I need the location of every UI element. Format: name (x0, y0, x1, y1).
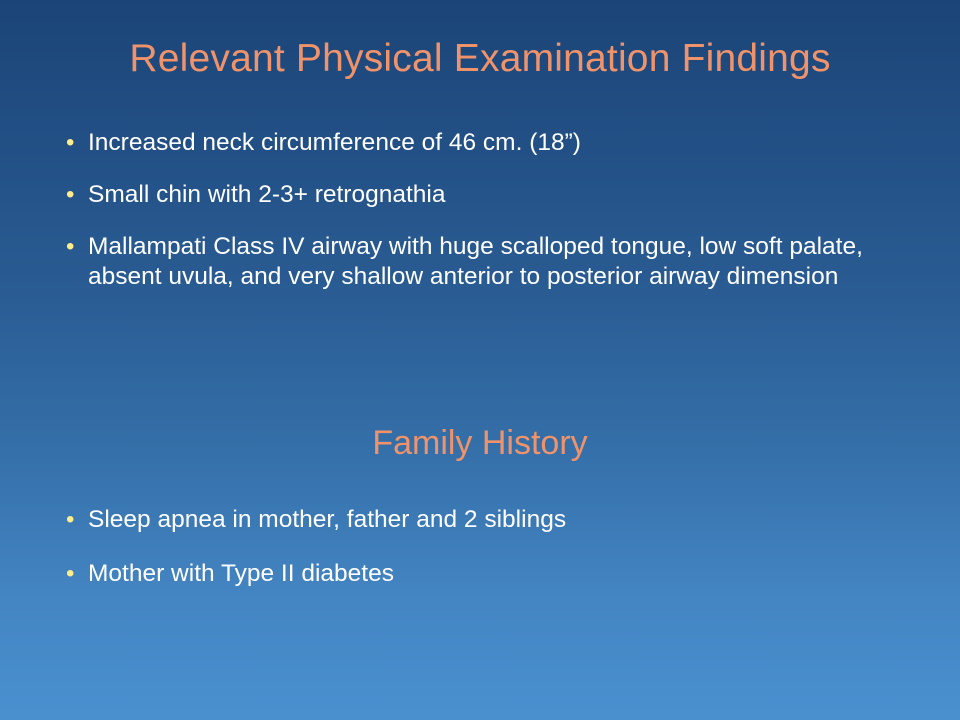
bullet-icon: • (66, 560, 75, 587)
bullet-icon: • (66, 129, 75, 156)
list-item-text: Small chin with 2-3+ retrognathia (88, 181, 446, 208)
list-item-text: Sleep apnea in mother, father and 2 siblings (88, 506, 567, 533)
page-title: Relevant Physical Examination Findings (129, 37, 831, 80)
list-item (62, 128, 902, 158)
exam-findings-list (62, 128, 902, 314)
bullet-icon: • (66, 506, 75, 533)
list-item-text: Mother with Type II diabetes (88, 560, 394, 587)
list-item (62, 180, 902, 210)
section-title: Family History (372, 424, 588, 462)
family-history-list (62, 505, 902, 613)
list-item-text: Mallampati Class IV airway with huge scalloped tongue, low soft palate, absent uvula, and very shallow anterior to posterior airway dimension (88, 233, 863, 290)
list-item (62, 505, 902, 535)
list-item-text: Increased neck circumference of 46 cm. (18”) (88, 129, 581, 156)
bullet-icon: • (66, 181, 75, 208)
bullet-icon: • (66, 233, 75, 260)
list-item (62, 232, 902, 292)
list-item (62, 559, 902, 589)
